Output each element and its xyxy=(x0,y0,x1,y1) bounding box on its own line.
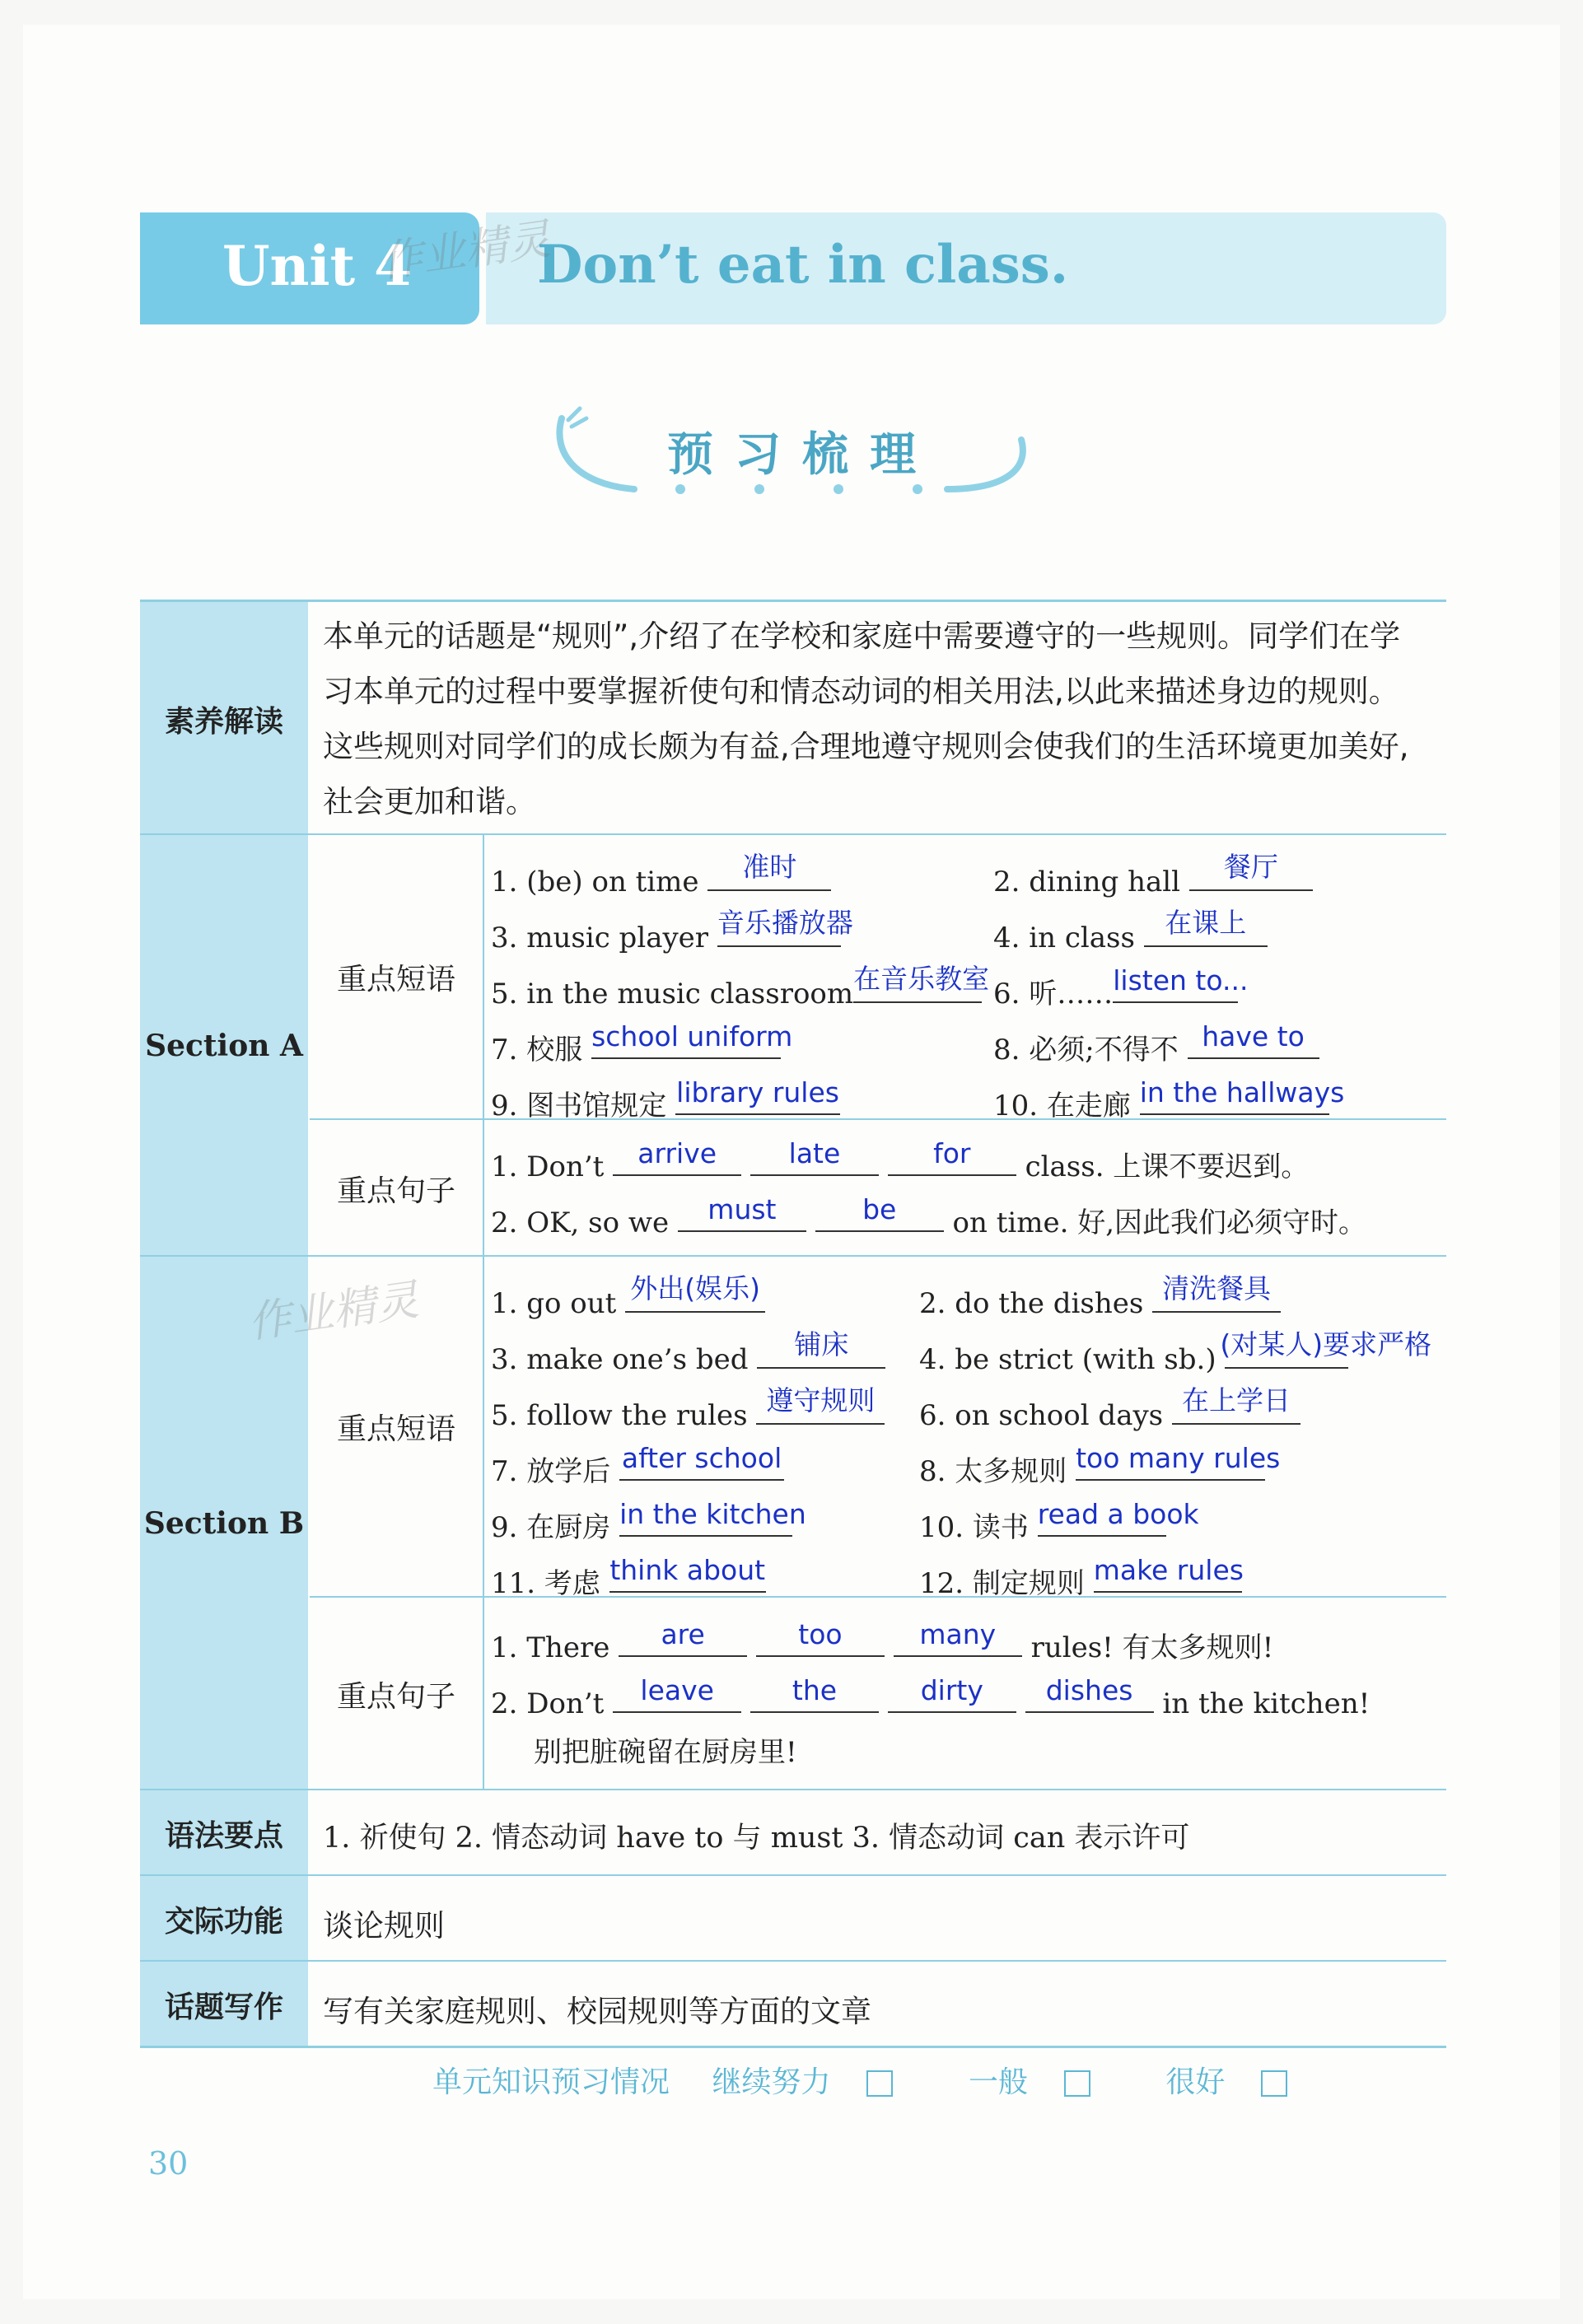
literacy-text: 本单元的话题是“规则”,介绍了在学校和家庭中需要遵守的一些规则。同学们在学习本单元的过程中要掌握祈使句和情态动词的相关用法,以此来描述身边的规则。这些规则对同学们的成长颇为有益,合理地遵守规则会使我们的生活环境更加美好,社会更加和谐。 xyxy=(323,618,1409,819)
progress-label: 单元知识预习情况 xyxy=(432,2065,670,2099)
checkbox-icon[interactable] xyxy=(1064,2070,1090,2097)
grammar-label: 语法要点 xyxy=(140,1790,308,1876)
phrase-item: 9. 在厨房 in the kitchen xyxy=(491,1498,806,1544)
row-grammar xyxy=(140,1789,1446,1876)
grammar-text: 1. 祈使句 2. 情态动词 have to 与 must 3. 情态动词 can 表示许可 xyxy=(323,1822,1190,1855)
phrase-item: 5. follow the rules 遵守规则 xyxy=(491,1390,885,1432)
writing-text: 写有关家庭规则、校园规则等方面的文章 xyxy=(323,1994,871,2029)
phrase-item: 2. dining hall 餐厅 xyxy=(993,856,1313,898)
sentence-item: 2. Don’t leave the dirty dishes in the kitchen! xyxy=(491,1674,1371,1720)
writing-label: 话题写作 xyxy=(140,1962,308,2047)
progress-option-3[interactable]: 很好 xyxy=(1165,2065,1320,2099)
phrase-item: 9. 图书馆规定 library rules xyxy=(491,1076,839,1122)
page-number: 30 xyxy=(148,2145,189,2182)
function-text: 谈论规则 xyxy=(323,1908,445,1944)
section-b-phrases-label: 重点短语 xyxy=(310,1257,484,1596)
row-label: 素养解读 xyxy=(140,602,308,836)
row-function xyxy=(140,1874,1446,1962)
phrase-item: 10. 在走廊 in the hallways xyxy=(993,1076,1345,1122)
phrase-item: 3. make one’s bed 铺床 xyxy=(491,1334,885,1376)
row-writing xyxy=(140,1960,1446,2047)
phrase-item: 8. 必须;不得不 have to xyxy=(993,1024,1319,1067)
function-label: 交际功能 xyxy=(140,1876,308,1962)
sentence-item: 1. There are too many rules! 有太多规则! xyxy=(491,1618,1274,1664)
sentence-translation: 别把脏碗留在厨房里! xyxy=(534,1736,797,1769)
watermark: 作业精灵 xyxy=(245,1275,422,1349)
phrase-item: 11. 考虑 think about xyxy=(491,1554,766,1600)
phrase-item: 1. go out 外出(娱乐) xyxy=(491,1278,765,1320)
section-title: 预习梳理 xyxy=(667,428,937,482)
watermark: 作业精灵 xyxy=(376,214,553,288)
phrase-item: 5. in the music classroom 在音乐教室 xyxy=(491,963,990,1010)
progress-option-1[interactable]: 继续努力 xyxy=(712,2065,926,2099)
table-bottom-border xyxy=(140,2046,1446,2048)
section-b-label: Section B xyxy=(140,1257,308,1790)
progress-option-2[interactable]: 一般 xyxy=(969,2065,1123,2099)
phrase-item: 4. be strict (with sb.) (对某人)要求严格 xyxy=(919,1328,1432,1376)
section-a-label: Section A xyxy=(140,835,308,1257)
phrase-item: 12. 制定规则 make rules xyxy=(919,1554,1244,1600)
section-a-sentences-label: 重点句子 xyxy=(310,1120,484,1257)
sentence-item: 2. OK, so we must be on time. 好,因此我们必须守时。 xyxy=(491,1193,1367,1239)
phrase-item: 10. 读书 read a book xyxy=(919,1498,1199,1544)
unit-banner xyxy=(140,212,1446,324)
phrase-item: 6. on school days 在上学日 xyxy=(919,1390,1300,1432)
phrase-item: 1. (be) on time 准时 xyxy=(491,856,831,898)
sentence-item: 1. Don’t arrive late for class. 上课不要迟到。 xyxy=(491,1137,1310,1183)
phrase-item: 2. do the dishes 清洗餐具 xyxy=(919,1278,1281,1320)
row-literacy xyxy=(140,600,1446,836)
unit-title: Don’t eat in class. xyxy=(537,234,1069,296)
phrase-item: 4. in class 在课上 xyxy=(993,912,1268,954)
phrase-item: 8. 太多规则 too many rules xyxy=(919,1442,1281,1488)
phrase-item: 3. music player 音乐播放器 xyxy=(491,907,853,954)
section-heading xyxy=(544,404,1038,502)
checkbox-icon[interactable] xyxy=(1261,2070,1287,2097)
checkbox-icon[interactable] xyxy=(866,2070,893,2097)
row-section-a xyxy=(140,833,1446,1257)
phrase-item: 7. 校服 school uniform xyxy=(491,1020,793,1066)
phrase-item: 6. 听…… listen to... xyxy=(993,964,1249,1010)
section-b-sentences-label: 重点句子 xyxy=(310,1598,484,1790)
section-a-phrases-label: 重点短语 xyxy=(310,835,484,1118)
unit-number: Unit 4 xyxy=(222,234,413,298)
progress-check xyxy=(432,2059,1353,2101)
phrase-item: 7. 放学后 after school xyxy=(491,1446,784,1489)
